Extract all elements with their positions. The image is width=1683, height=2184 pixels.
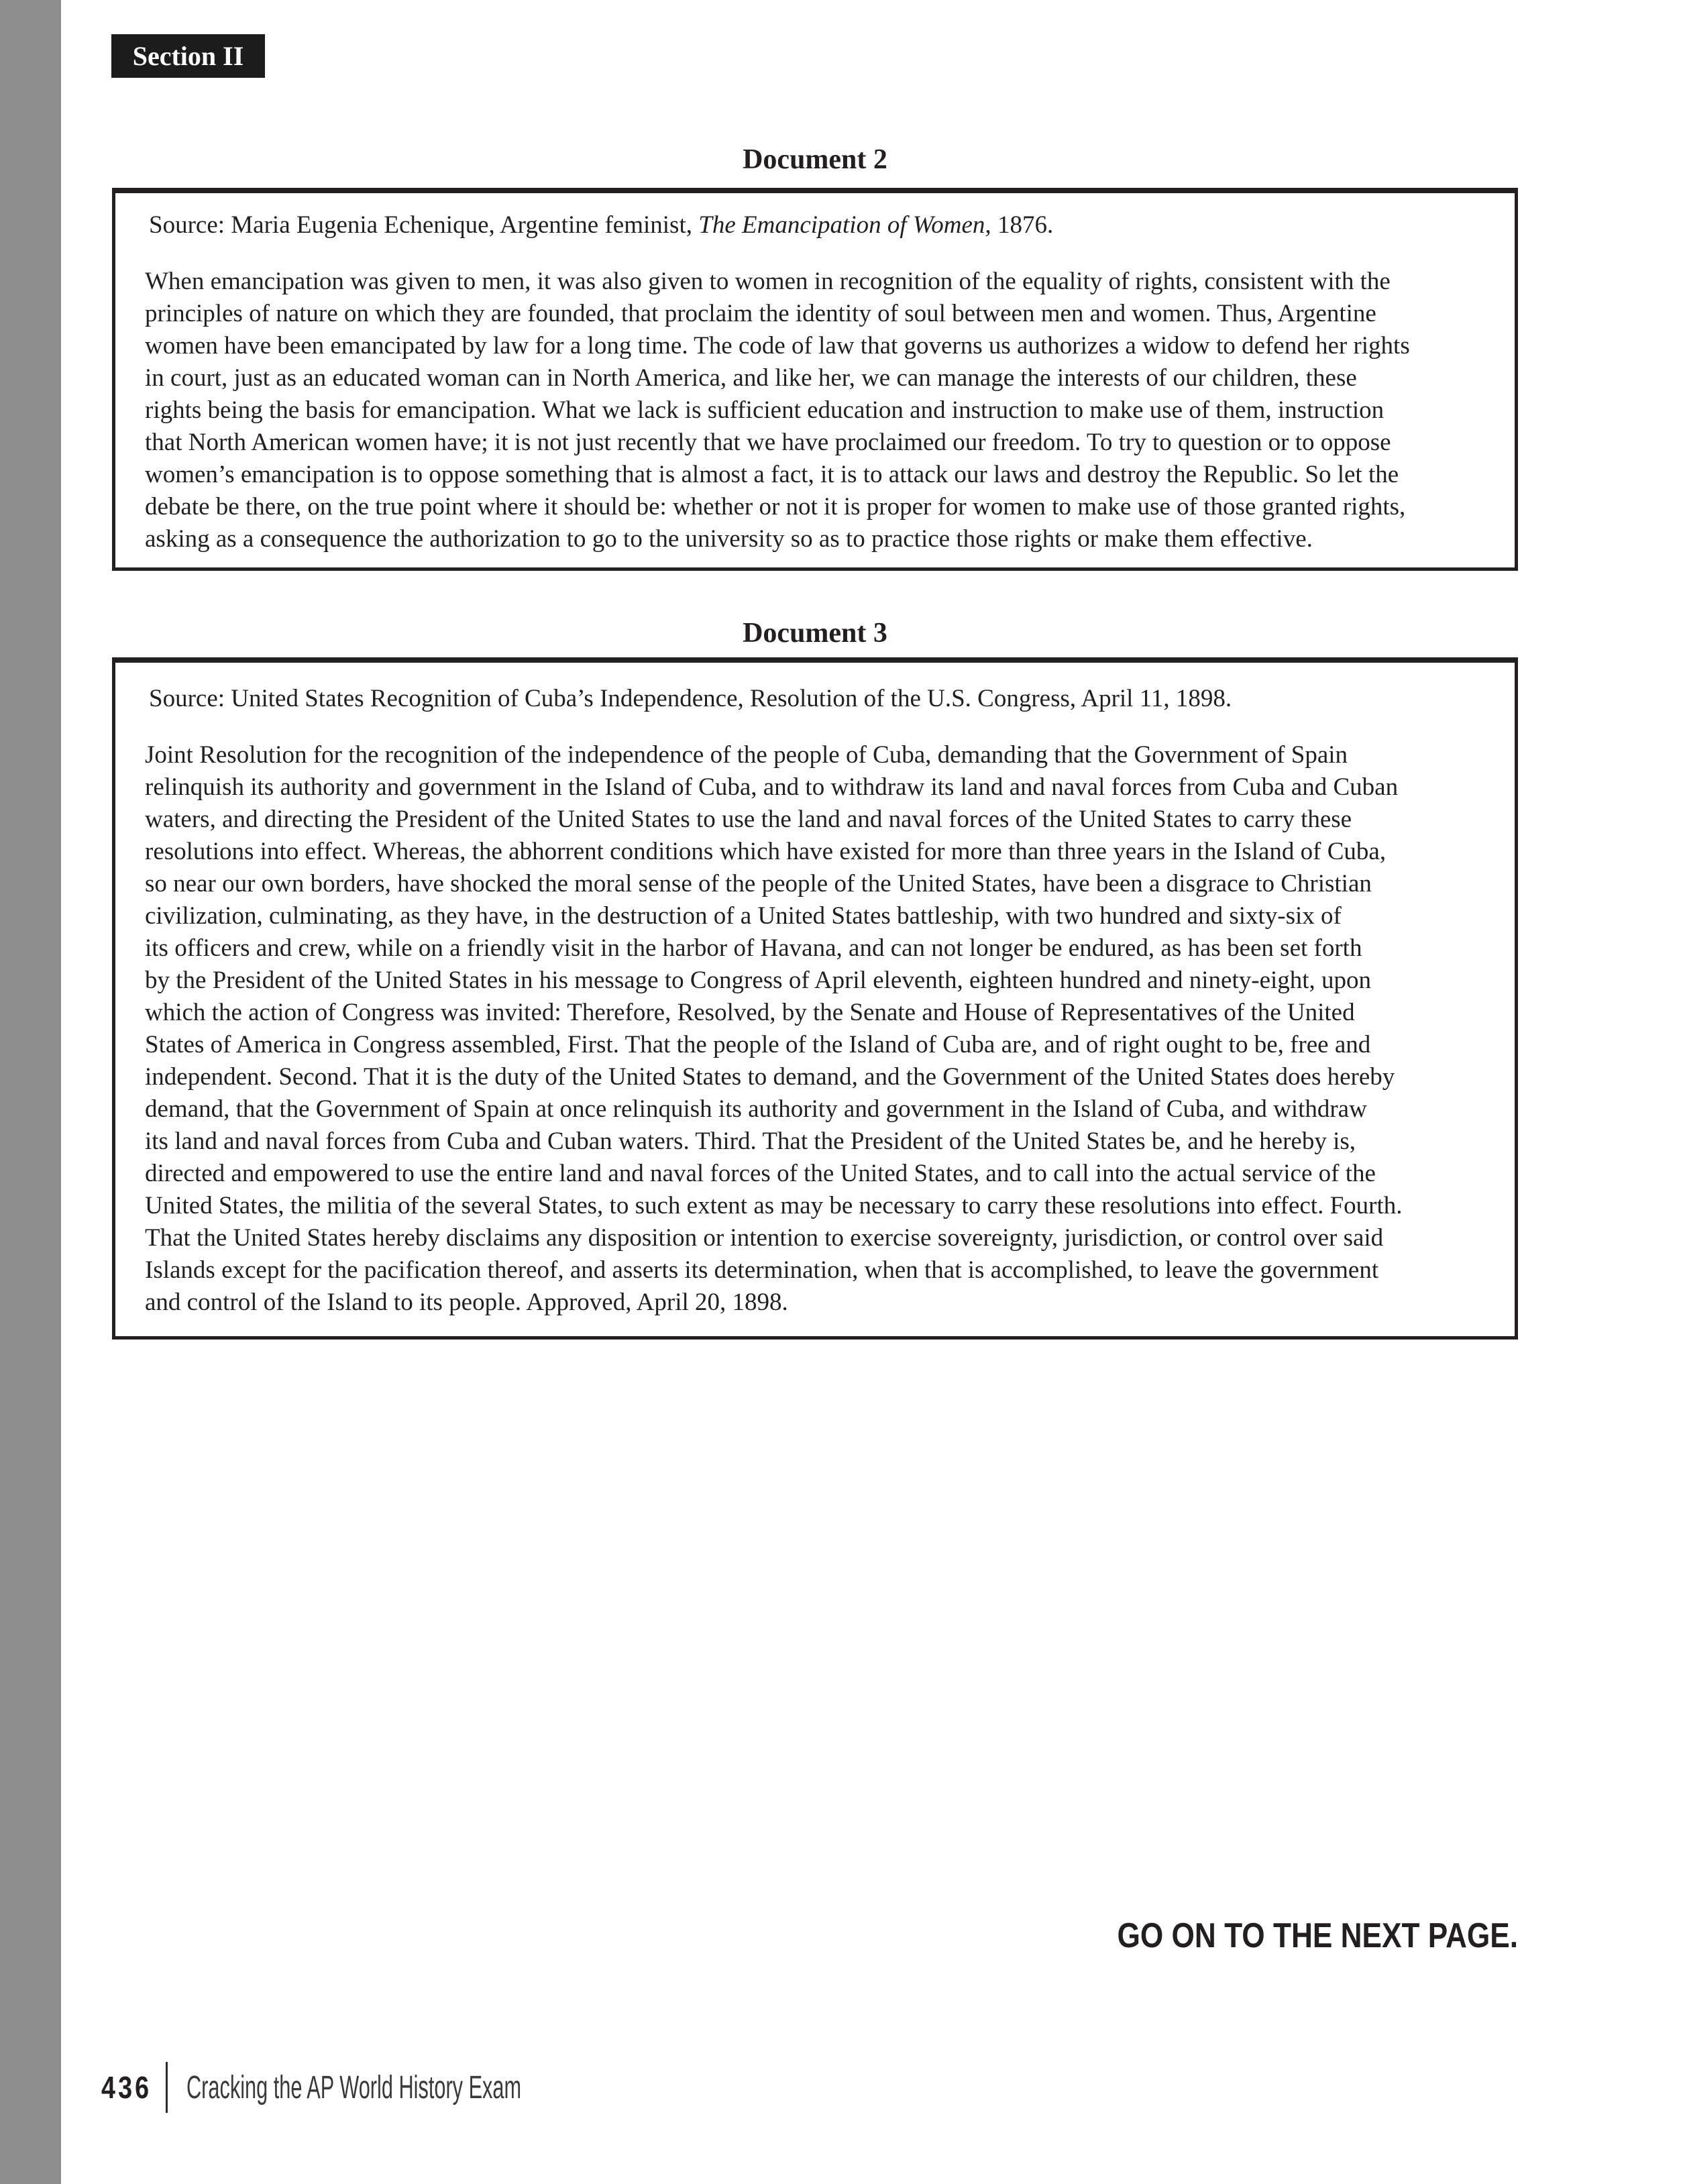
text-line: and control of the Island to its people. Approved, April 20, 1898.: [145, 1289, 788, 1316]
text-line: resolutions into effect. Whereas, the abhorrent conditions which have existed for more than three years in the Island of Cuba,: [145, 838, 1387, 865]
document-3-source: [149, 683, 1485, 715]
text-line: its officers and crew, while on a friendly visit in the harbor of Havana, and can not longer be endured, as has been set forth: [145, 934, 1362, 962]
text-line: which the action of Congress was invited: Therefore, Resolved, by the Senate and House of Representatives of the United: [145, 999, 1355, 1026]
section-tab: [111, 34, 265, 78]
text-line: women’s emancipation is to oppose something that is almost a fact, it is to attack our laws and destroy the Republic. So let the: [145, 461, 1399, 488]
text-line: in court, just as an educated woman can in North America, and like her, we can manage the interests of our children, these: [145, 364, 1357, 392]
document-2-heading: Document 2: [743, 144, 887, 175]
source-text: Source: United States Recognition of Cuba’s Independence, Resolution of the U.S. Congress, April 11, 1898.: [149, 685, 1232, 712]
source-text: Source: Maria Eugenia Echenique, Argentine feminist,: [149, 211, 699, 239]
text-line: relinquish its authority and government in the Island of Cuba, and to withdraw its land and naval forces from Cuba and Cuban: [145, 773, 1399, 801]
text-line: Islands except for the pacification thereof, and asserts its determination, when that is accomplished, to leave the government: [145, 1256, 1379, 1284]
text-line: by the President of the United States in his message to Congress of April eleventh, eighteen hundred and ninety-eight, upon: [145, 967, 1372, 994]
book-title: Cracking the AP World History Exam: [186, 2069, 521, 2106]
document-3-box: [112, 657, 1518, 1340]
section-tab-label: Section II: [132, 41, 244, 71]
text-line: that North American women have; it is not just recently that we have proclaimed our freedom. To try to question or to oppose: [145, 429, 1391, 456]
text-line: Joint Resolution for the recognition of the independence of the people of Cuba, demanding that the Government of Spain: [145, 741, 1348, 769]
text-line: directed and empowered to use the entire land and naval forces of the United States, and to call into the actual service of the: [145, 1160, 1376, 1187]
text-line: United States, the militia of the several States, to such extent as may be necessary to carry these resolutions into effect. Fourth.: [145, 1192, 1403, 1219]
text-line: its land and naval forces from Cuba and Cuban waters. Third. That the President of the United States be, and he hereby is,: [145, 1128, 1356, 1155]
source-title-italic: The Emancipation of Women,: [698, 211, 991, 239]
text-line: waters, and directing the President of the United States to use the land and naval forces of the United States to carry these: [145, 806, 1352, 833]
text-line: That the United States hereby disclaims any disposition or intention to exercise sovereignty, jurisdiction, or control over said: [145, 1224, 1384, 1252]
page-footer: [101, 2061, 710, 2114]
document-3-body: [145, 739, 1485, 1319]
document-3-heading: Document 3: [743, 618, 887, 649]
document-2-body: [145, 266, 1485, 555]
document-2-source: [149, 209, 1485, 241]
text-line: women have been emancipated by law for a long time. The code of law that governs us authorizes a widow to defend her rights: [145, 332, 1410, 360]
text-line: independent. Second. That it is the duty of the United States to demand, and the Government of the United States does hereby: [145, 1063, 1395, 1091]
text-line: States of America in Congress assembled, First. That the people of the Island of Cuba are, and of right ought to be, free and: [145, 1031, 1371, 1058]
footer-divider: [166, 2062, 168, 2113]
text-line: When emancipation was given to men, it was also given to women in recognition of the equality of rights, consistent with the: [145, 268, 1391, 295]
source-year: 1876.: [991, 211, 1054, 239]
page-number: 436: [101, 2070, 152, 2105]
go-on-instruction: GO ON TO THE NEXT PAGE.: [1117, 1916, 1518, 1955]
text-line: asking as a consequence the authorization to go to the university so as to practice those rights or make them effective.: [145, 525, 1313, 553]
text-line: debate be there, on the true point where it should be: whether or not it is proper for women to make use of those granted rights,: [145, 493, 1406, 521]
text-line: so near our own borders, have shocked the moral sense of the people of the United States, have been a disgrace to Christian: [145, 870, 1372, 897]
text-line: rights being the basis for emancipation. What we lack is sufficient education and instruction to make use of them, instruction: [145, 396, 1385, 424]
page-edge-bar: [0, 0, 61, 2184]
text-line: demand, that the Government of Spain at once relinquish its authority and government in the Island of Cuba, and withdraw: [145, 1095, 1367, 1123]
text-line: principles of nature on which they are founded, that proclaim the identity of soul between men and women. Thus, Argentine: [145, 300, 1376, 327]
document-2-box: [112, 188, 1518, 571]
text-line: civilization, culminating, as they have, in the destruction of a United States battleship, with two hundred and sixty-six of: [145, 902, 1342, 930]
